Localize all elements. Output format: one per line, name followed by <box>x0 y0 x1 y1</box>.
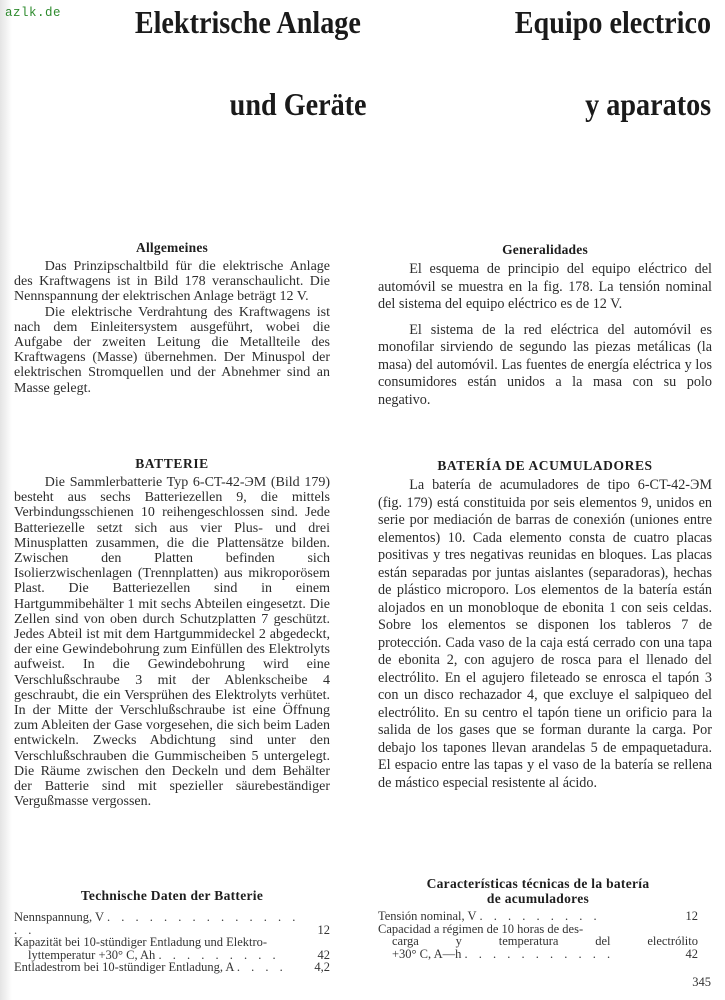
spec-label: Nennspannung, V <box>14 910 104 924</box>
page-number: 345 <box>692 975 711 989</box>
watermark: azlk.de <box>5 6 62 20</box>
spec-label: Entladestrom bei 10-stündiger Entladung, A <box>14 960 234 974</box>
spec-row: Tensión nominal, V . . . . . . . . . 12 <box>378 909 698 923</box>
german-section-general <box>14 240 330 396</box>
spanish-title-line2: y aparatos <box>585 86 711 122</box>
page-edge-shadow <box>0 0 12 1000</box>
spec-row: lyttemperatur +30° C, Ah . . . . . . . . . 42 <box>28 947 330 962</box>
paragraph: Die elektrische Verdrahtung des Kraftwagens ist nach dem Einleitersystem ausgeführt, wobei die Aufgabe der zweiten Leitung die Metallteile des Kraftwagens (Masse) übernehmen. Der Minuspol der elektrischen Stromquellen und der Abnehmer sind an Masse gelegt. <box>14 304 330 396</box>
spec-label-line: Capacidad a régimen de 10 horas de des- <box>378 921 584 936</box>
german-title-line2: und Geräte <box>230 86 367 122</box>
paragraph: Die Sammlerbatterie Typ 6-CT-42-ЭМ (Bild 179) besteht aus sechs Batteriezellen 9, die mittels Verbindungsschienen 10 reihengeschlossen sind. Jede Batteriezelle setzt sich aus vier Plus- und drei Minusplatten zusammen, die die Plattensätze bilden. Zwischen den Platten befinden sich Isolierzwischenlagen (Trennplatten) aus mikroporösem Plast. Die Batteriezellen sind in einem Hartgummibehälter 1 mit sechs Abteilen eingesetzt. Die Zellen sind von oben durch Schutzplatten 7 geschützt. Jedes Abteil ist mit dem Hartgummideckel 2 abgedeckt, der eine Gewindebohrung zum Einfüllen des Elektrolyts aufweist. In die Gewindebohrung wird eine Verschlußschraube 3 mit der Ablenkscheibe 4 geschraubt, die ein Versprühen des Elektrolyts verhütet. In der Mitte der Verschlußschraube ist eine Öffnung zum Ableiten der Gase vorgesehen, die sich beim Laden entwickeln. Zwecks Abdichtung sind unter den Verschlußschrauben die Gummischeiben 5 untergelegt. Die Räume zwischen den Deckeln und dem Behälter der Batterie sind mit spezieller säurebeständiger Vergußmasse vergossen. <box>14 475 330 810</box>
paragraph: El sistema de la red eléctrica del automóvil es monofilar sirviendo de segundo las piezas metálicas (la masa) del automóvil. Las fuentes de energía eléctrica y los consumidores están unidos a la masa con su polo negativo. <box>378 321 712 408</box>
spanish-section-general <box>378 242 712 409</box>
spec-row: Nennspannung, V . . . . . . . . . . . . . . . . 12 <box>14 910 330 937</box>
specs-title: Technische Daten der Batterie <box>80 888 264 903</box>
specs-title-line1: Características técnicas de la batería <box>426 876 650 891</box>
spanish-title-line1: Equipo electrico <box>514 4 711 40</box>
spec-label: Tensión nominal, V <box>378 909 477 923</box>
spec-label: +30° C, A—h <box>392 946 462 961</box>
german-specs <box>14 888 330 974</box>
spec-label: lyttemperatur +30° C, Ah <box>28 947 156 962</box>
section-heading: Generalidades <box>502 242 588 257</box>
spanish-specs <box>378 876 698 960</box>
spec-value: 42 <box>685 946 698 961</box>
spanish-section-battery <box>378 458 712 792</box>
german-section-battery <box>14 456 330 809</box>
specs-title-line2: de acumuladores <box>486 891 590 906</box>
spec-value: 12 <box>317 922 330 937</box>
paragraph: Das Prinzipschaltbild für die elektrische Anlage des Kraftwagens ist in Bild 178 veranschaulicht. Die Nennspannung der elektrischen Anlage beträgt 12 V. <box>14 259 330 305</box>
spec-label-line: carga y temperatura del electrólito <box>392 934 698 948</box>
paragraph: El esquema de principio del equipo eléctrico del automóvil se muestra en la fig. 178. La tensión nominal del sistema del equipo eléctrico es de 12 V. <box>378 261 712 312</box>
spec-label-line: Kapazität bei 10-stündiger Entladung und Elektro- <box>14 935 268 949</box>
section-heading: Allgemeines <box>136 240 208 255</box>
spec-row: +30° C, A—h . . . . . . . . . . . 42 <box>392 946 698 961</box>
spec-row: Entladestrom bei 10-stündiger Entladung, A . . . . 4,2 <box>14 960 330 974</box>
spec-value: 12 <box>685 909 698 923</box>
spec-value: 4,2 <box>314 960 330 974</box>
spec-value: 42 <box>317 947 330 962</box>
section-heading: BATTERIE <box>135 456 209 471</box>
german-title-line1: Elektrische Anlage <box>134 4 361 40</box>
paragraph: La batería de acumuladores de tipo 6-CT-42-ЭМ (fig. 179) está constituida por seis elementos 9, unidos en serie por mediación de barras de conexión (uniones entre elementos) 10. Cada elemento consta de cuatro placas positivas y tres negativas reunidas en bloques. Las placas están separadas por juntas aislantes (separadoras), hechas de plástico microporo. Los elementos de la batería están alojados en un monobloque de ebonita 1 con seis celdas. Sobre los elementos se disponen los tableros 7 de protección. Cada vaso de la caja está cerrado con una tapa de ebonita 2, con agujero de rosca para el llenado del electrólito. En el agujero fileteado se enrosca el tapón 3 con un disco rechazador 4, que excluye el salpiqueo del electrólito. En su centro el tapón tiene un orificio para la salida de los gases que se forman durante la carga. Por debajo los tapones llevan arandelas 5 de empaquetadura. El espacio entre las tapas y el vaso de la batería se rellena de mástico especial resistente al ácido. <box>378 477 712 791</box>
section-heading: BATERÍA DE ACUMULADORES <box>437 458 653 473</box>
